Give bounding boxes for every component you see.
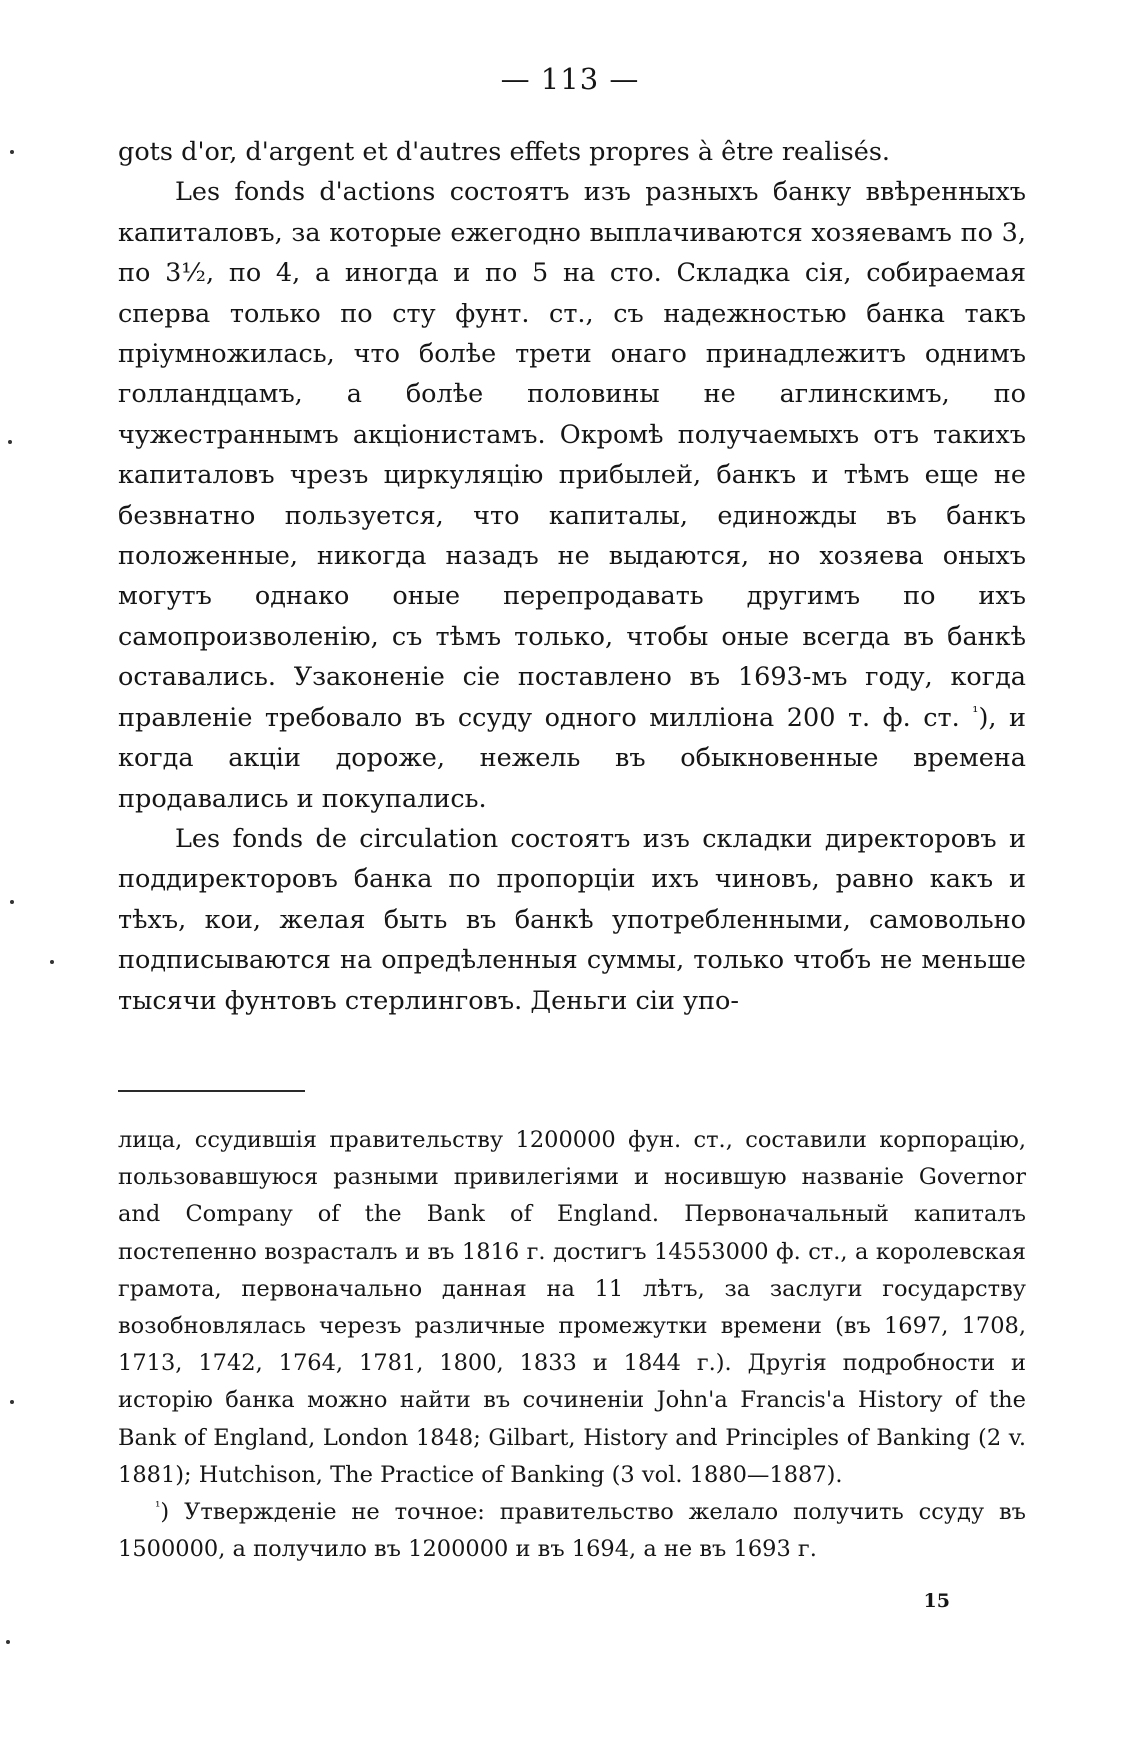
page-number: — 113 — [500, 62, 640, 96]
footnote-1-text: ) Утвержденіе не точное: правительство желало получить ссуду въ 1500000, а получило въ 1200000 и въ 1694, а не въ 1693 г. [118, 1499, 1026, 1563]
paragraph-3: Les fonds de circulation состоятъ изъ складки директоровъ и поддиректоровъ банка по пропорціи ихъ чиновъ, равно какъ и тѣхъ, кои, желая быть въ банкѣ употребленными, самовольно подписываются на опредѣленныя суммы, только чтобъ не меньше тысячи фунтовъ стерлинговъ. Деньги сіи упо- [118, 823, 1026, 1016]
footnote-continuation: лица, ссудившія правительству 1200000 фун. ст., составили корпорацію, пользовавшуюся разными привилегіями и носившую названіе Governor and Company of the Bank of England. Первоначальный капиталъ постепенно возрасталъ и въ 1816 г. достигъ 14553000 ф. ст., а королевская грамота, первоначально данная на 11 лѣтъ, за заслуги государству возобновлялась черезъ различные промежутки времени (въ 1697, 1708, 1713, 1742, 1764, 1781, 1800, 1833 и 1844 г.). Другія подробности и исторію банка можно найти въ сочиненіи John'a Francis'a History of the Bank of England, London 1848; Gilbart, History and Principles of Banking (2 v. 1881); Hutchison, The Practice of Banking (3 vol. 1880—1887). [118, 1127, 1026, 1488]
main-text [118, 132, 1026, 1021]
footnote-reference[interactable]: ¹ [972, 702, 979, 721]
footnotes [118, 1122, 1026, 1568]
paragraph-2-end: ), и когда акціи дороже, нежель въ обыкновенные времена продавались и покупались. [118, 702, 1027, 814]
footnote-1-marker: ¹ [155, 1498, 161, 1515]
margin-speck [10, 150, 14, 154]
margin-speck [10, 900, 14, 904]
signature-mark: 15 [923, 1590, 950, 1612]
footnote-1 [118, 1494, 1026, 1568]
paragraph-1: gots d'or, d'argent et d'autres effets propres à être realisés. [118, 137, 891, 167]
margin-speck [8, 440, 12, 444]
margin-speck [10, 1400, 14, 1404]
margin-speck [50, 960, 54, 964]
paragraph-2 [118, 172, 1026, 819]
margin-speck [6, 1640, 10, 1644]
paragraph-2-body: Les fonds d'actions состоятъ изъ разныхъ банку ввѣренныхъ капиталовъ, за которые ежегодно выплачиваются хозяевамъ по 3, по 3½, по 4, а иногда и по 5 на сто. Складка сія, собираемая сперва только по сту фунт. ст., съ надежностью банка такъ пріумножилась, что болѣе трети онаго принадлежитъ однимъ голландцамъ, а болѣе половины не аглинскимъ, по чужестраннымъ акціонистамъ. Окромѣ получаемыхъ отъ такихъ капиталовъ чрезъ циркуляцію прибылей, банкъ и тѣмъ еще не безвнатно пользуется, что капиталы, единожды въ банкъ положенные, никогда назадъ не выдаются, но хозяева оныхъ могутъ однако оные перепродавать другимъ по ихъ самопроизволенію, съ тѣмъ только, чтобы оные всегда въ банкѣ оставались. Узаконеніе сіе поставлено въ 1693-мъ году, когда правленіе требовало въ ссуду одного милліона 200 т. ф. ст. [118, 177, 1026, 733]
footnote-divider [118, 1090, 305, 1092]
